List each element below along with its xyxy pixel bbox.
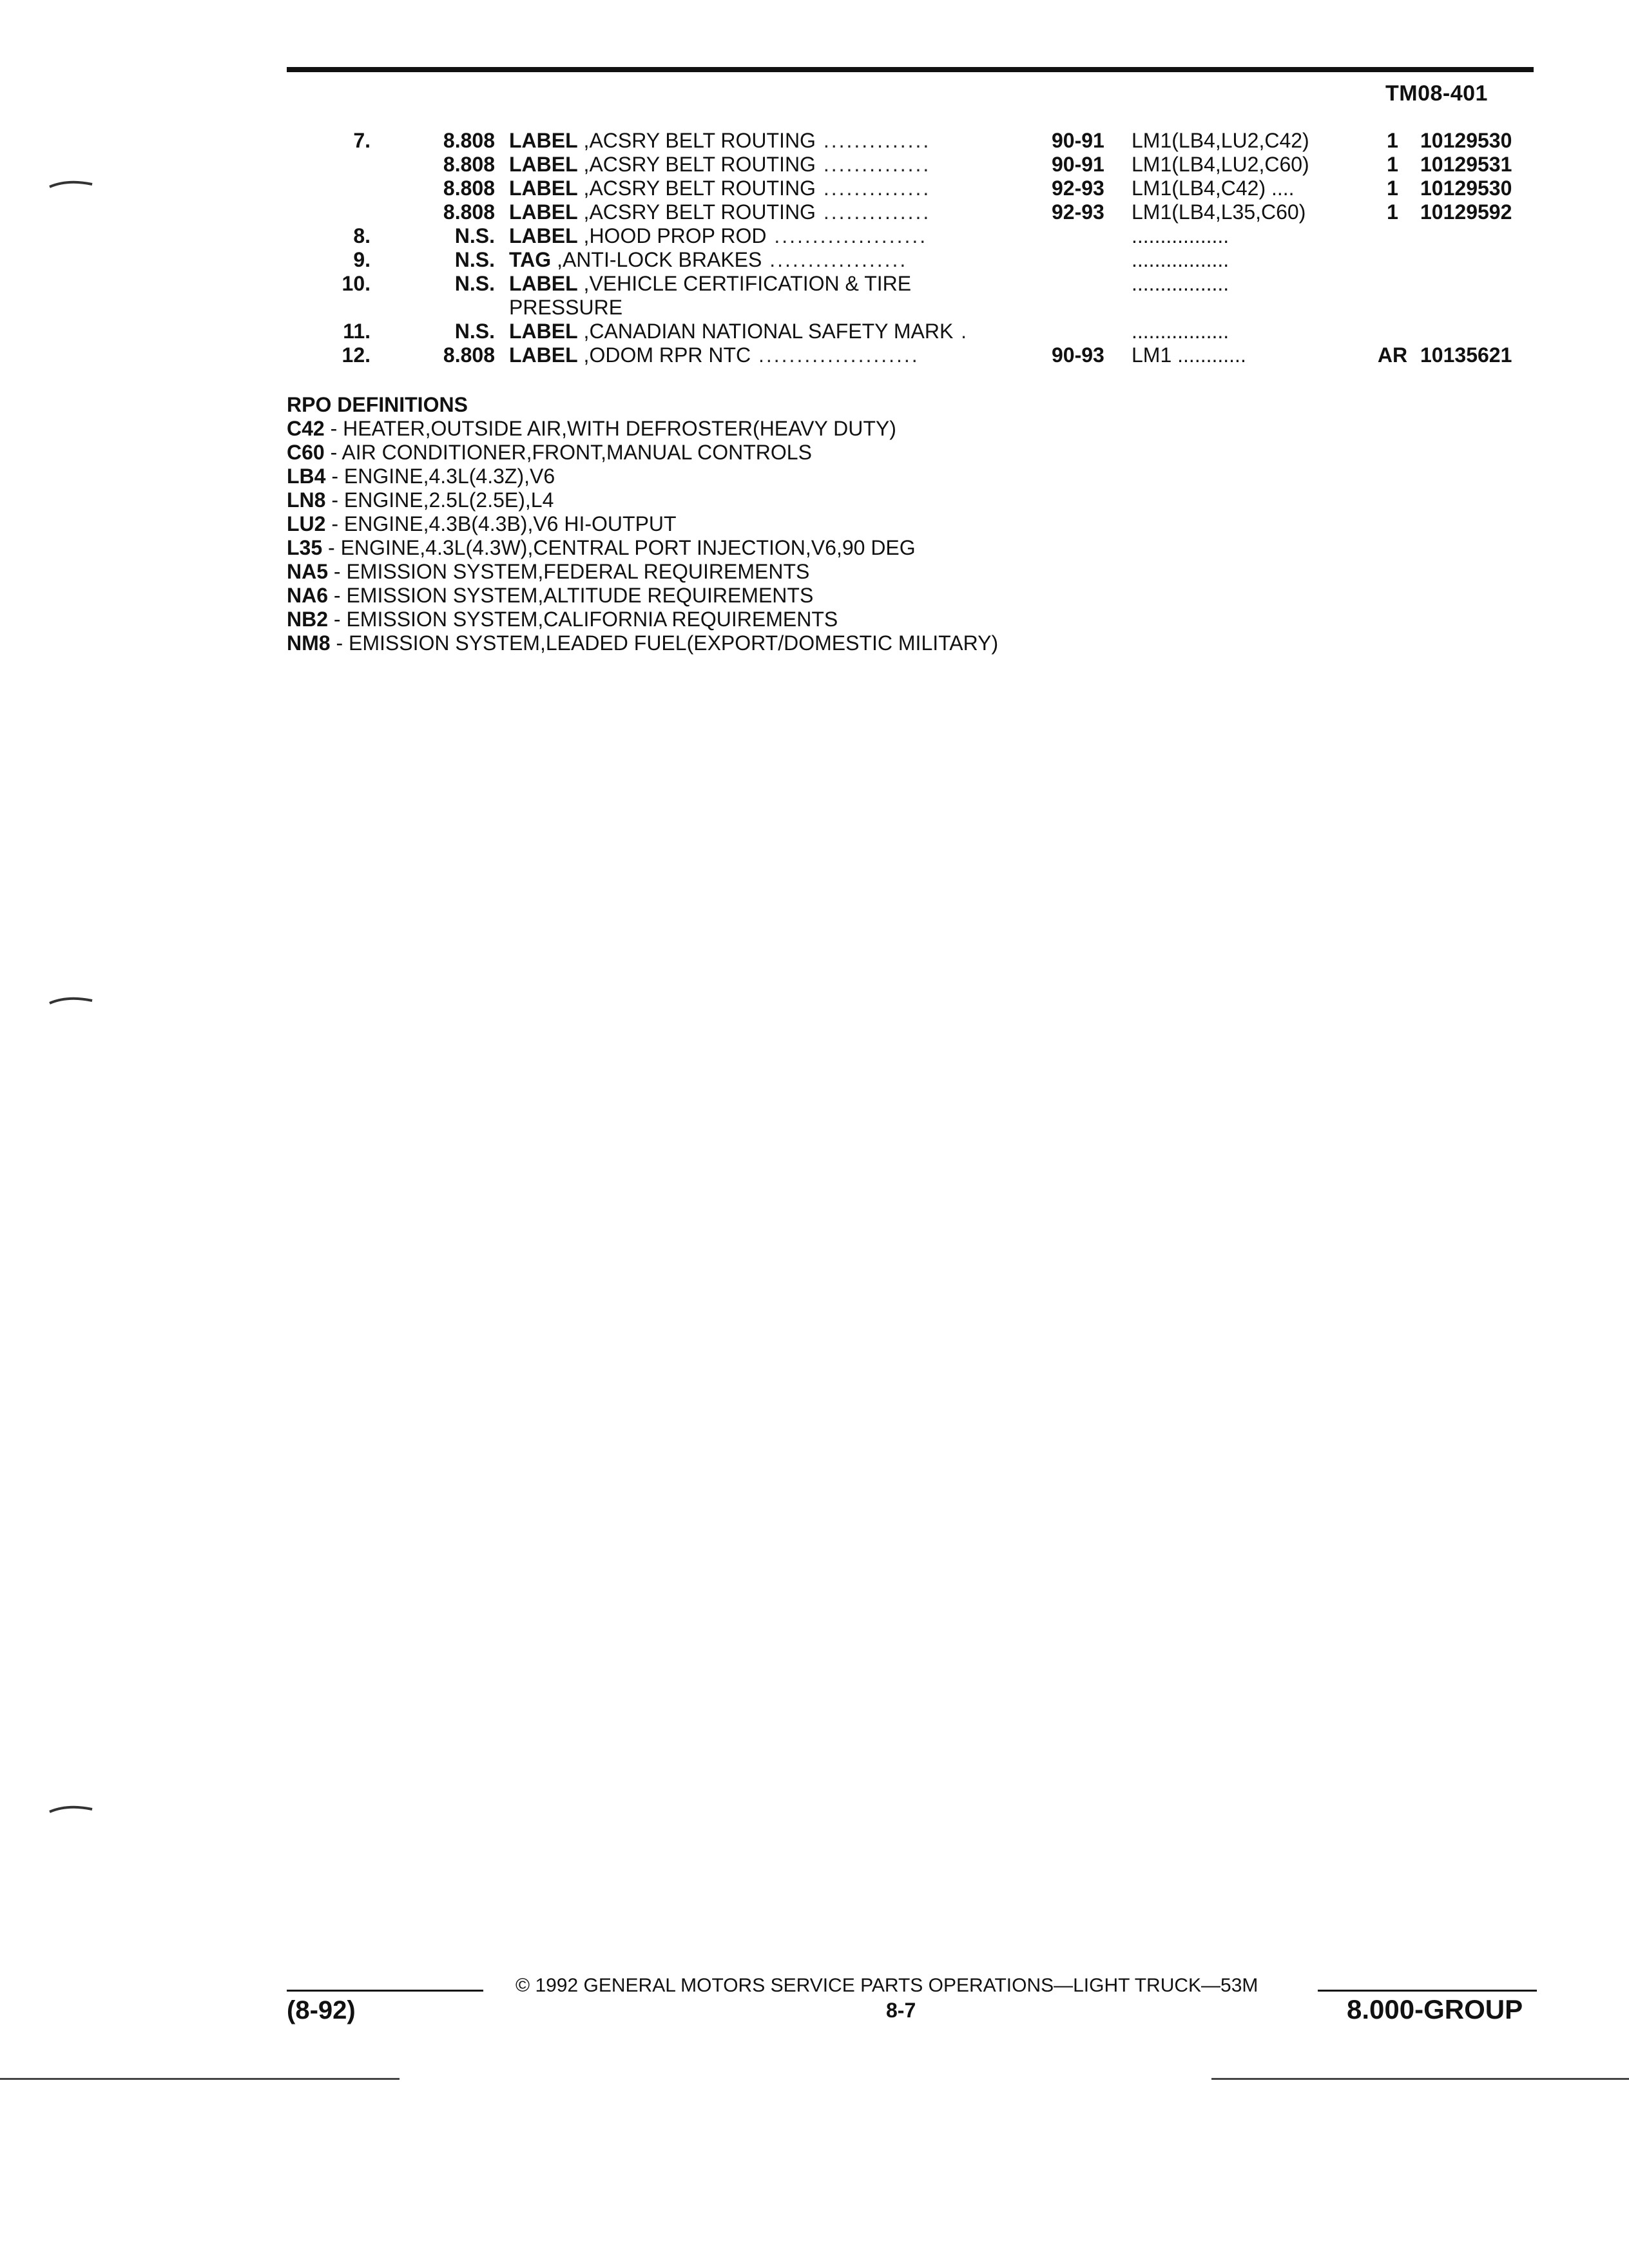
group-number	[371, 296, 495, 320]
rpo-definition: - ENGINE,2.5L(2.5E),L4	[325, 488, 554, 512]
item-number: 7.	[353, 129, 371, 152]
part-keyword: LABEL	[509, 200, 578, 224]
group-number: N.S.	[454, 224, 495, 247]
part-keyword: LABEL	[509, 129, 578, 152]
model-years	[1044, 296, 1124, 320]
group-number: 8.808	[443, 153, 495, 176]
model-usage: .................	[1132, 248, 1229, 271]
item-number: 12.	[342, 343, 371, 367]
quantity	[1370, 296, 1415, 320]
part-description	[495, 224, 1044, 248]
part-description	[495, 248, 1044, 272]
document-code: TM08-401	[1385, 81, 1488, 106]
part-number: 10129530	[1420, 177, 1512, 200]
item-number: 8.	[353, 224, 371, 247]
group-number: 8.808	[443, 343, 495, 367]
footer-rule-left	[287, 1990, 483, 1992]
part-description	[495, 343, 1044, 367]
binder-hole-mark	[48, 1804, 93, 1813]
quantity: 1	[1387, 177, 1398, 200]
rpo-entry	[287, 584, 998, 608]
model-years: 90-93	[1052, 343, 1104, 367]
part-detail: ,HOOD PROP ROD	[577, 224, 767, 247]
part-keyword: LABEL	[509, 177, 578, 200]
part-number	[1415, 248, 1543, 272]
rpo-code: C42	[287, 417, 325, 440]
rpo-code: NA5	[287, 560, 329, 583]
part-keyword: LABEL	[509, 272, 578, 295]
rpo-entry	[287, 560, 998, 584]
rpo-entry	[287, 441, 998, 465]
part-number: 10129592	[1420, 200, 1512, 224]
rpo-code: LU2	[287, 512, 326, 535]
part-detail: ,ODOM RPR NTC	[577, 343, 751, 367]
model-years	[1044, 320, 1124, 343]
model-years: 92-93	[1052, 200, 1104, 224]
rpo-definition: - ENGINE,4.3L(4.3Z),V6	[325, 465, 555, 488]
header-rule	[287, 67, 1534, 72]
rpo-code: NA6	[287, 584, 329, 607]
rpo-definition: - EMISSION SYSTEM,ALTITUDE REQUIREMENTS	[328, 584, 814, 607]
part-keyword: LABEL	[509, 320, 578, 343]
item-number	[287, 177, 371, 200]
parts-row	[287, 272, 1543, 296]
model-usage: LM1(LB4,L35,C60)	[1132, 200, 1306, 224]
item-number	[287, 153, 371, 177]
group-number: N.S.	[454, 248, 495, 271]
rpo-definition: - EMISSION SYSTEM,CALIFORNIA REQUIREMENTS	[328, 608, 838, 631]
rpo-entry	[287, 608, 998, 631]
part-keyword: LABEL	[509, 343, 578, 367]
rpo-code: L35	[287, 536, 323, 559]
model-usage: .................	[1132, 320, 1229, 343]
part-number	[1415, 272, 1543, 296]
part-keyword: TAG	[509, 248, 552, 271]
model-years	[1044, 272, 1124, 296]
parts-row	[287, 248, 1543, 272]
part-detail: ,CANADIAN NATIONAL SAFETY MARK	[577, 320, 954, 343]
rpo-entry	[287, 631, 998, 655]
part-keyword: LABEL	[509, 224, 578, 247]
rpo-definition: - HEATER,OUTSIDE AIR,WITH DEFROSTER(HEAVY DUTY)	[324, 417, 896, 440]
rpo-entry	[287, 417, 998, 441]
rpo-definition: - AIR CONDITIONER,FRONT,MANUAL CONTROLS	[324, 441, 812, 464]
part-number	[1415, 296, 1543, 320]
parts-row	[287, 224, 1543, 248]
part-detail: ,ANTI-LOCK BRAKES	[551, 248, 762, 271]
model-usage	[1124, 296, 1370, 320]
part-description	[495, 272, 1044, 296]
quantity: 1	[1387, 200, 1398, 224]
part-detail: ,ACSRY BELT ROUTING	[577, 177, 816, 200]
rpo-definition: - EMISSION SYSTEM,FEDERAL REQUIREMENTS	[328, 560, 810, 583]
item-number	[287, 296, 371, 320]
group-number: N.S.	[454, 272, 495, 295]
part-detail: PRESSURE	[509, 296, 623, 319]
part-number	[1415, 224, 1543, 248]
part-detail: ,ACSRY BELT ROUTING	[577, 129, 816, 152]
leader-dots: .....................	[751, 343, 920, 367]
rpo-definition: - ENGINE,4.3L(4.3W),CENTRAL PORT INJECTION,V6,90 DEG	[322, 536, 916, 559]
quantity: 1	[1387, 153, 1398, 176]
part-number	[1415, 320, 1543, 343]
quantity	[1370, 224, 1415, 248]
group-number: N.S.	[454, 320, 495, 343]
part-number: 10129530	[1420, 129, 1512, 152]
rpo-code: NB2	[287, 608, 329, 631]
model-usage: LM1(LB4,LU2,C60)	[1132, 153, 1309, 176]
rpo-list	[287, 417, 998, 655]
part-description	[495, 129, 1044, 153]
rpo-entry	[287, 465, 998, 488]
rpo-entry	[287, 512, 998, 536]
leader-dots: ..............	[815, 129, 931, 152]
part-detail: ,ACSRY BELT ROUTING	[577, 153, 816, 176]
leader-dots: ..................	[762, 248, 908, 271]
model-years: 90-91	[1052, 153, 1104, 176]
part-number: 10135621	[1420, 343, 1512, 367]
model-usage: LM1(LB4,C42) ....	[1132, 177, 1295, 200]
part-number: 10129531	[1420, 153, 1512, 176]
scan-edge-rule-left	[0, 2078, 400, 2080]
page-number: 8-7	[886, 1999, 916, 2022]
parts-row	[287, 177, 1543, 200]
model-years	[1044, 248, 1124, 272]
leader-dots: ..............	[815, 177, 931, 200]
copyright-notice: © 1992 GENERAL MOTORS SERVICE PARTS OPERATIONS—LIGHT TRUCK—53M	[516, 1975, 1258, 1996]
model-usage: LM1 ............	[1132, 343, 1246, 367]
quantity	[1370, 248, 1415, 272]
model-years: 92-93	[1052, 177, 1104, 200]
model-years: 90-91	[1052, 129, 1104, 152]
part-description	[495, 320, 1044, 343]
model-usage: LM1(LB4,LU2,C42)	[1132, 129, 1309, 152]
rpo-code: NM8	[287, 631, 331, 655]
rpo-code: C60	[287, 441, 325, 464]
item-number: 11.	[343, 320, 371, 343]
model-years	[1044, 224, 1124, 248]
binder-hole-mark	[48, 995, 93, 1004]
parts-row	[287, 320, 1543, 343]
group-number: 8.808	[443, 200, 495, 224]
item-number: 10.	[342, 272, 371, 295]
rpo-definitions	[287, 393, 998, 655]
rpo-definition: - EMISSION SYSTEM,LEADED FUEL(EXPORT/DOMESTIC MILITARY)	[330, 631, 999, 655]
quantity	[1370, 272, 1415, 296]
parts-table	[287, 129, 1543, 367]
quantity	[1370, 320, 1415, 343]
rpo-title: RPO DEFINITIONS	[287, 393, 468, 416]
rpo-code: LN8	[287, 488, 326, 512]
part-description	[495, 153, 1044, 177]
leader-dots: ..............	[815, 200, 931, 224]
part-description	[495, 177, 1044, 200]
part-description	[495, 200, 1044, 224]
parts-row	[287, 129, 1543, 153]
parts-row	[287, 343, 1543, 367]
rpo-definition: - ENGINE,4.3B(4.3B),V6 HI-OUTPUT	[325, 512, 677, 535]
part-description	[495, 296, 1044, 320]
scan-edge-rule-right	[1211, 2078, 1629, 2080]
group-label: 8.000-GROUP	[1347, 1994, 1523, 2024]
group-number: 8.808	[443, 177, 495, 200]
rpo-entry	[287, 488, 998, 512]
binder-hole-mark	[48, 179, 93, 188]
quantity: 1	[1387, 129, 1398, 152]
part-detail: ,ACSRY BELT ROUTING	[577, 200, 816, 224]
rpo-code: LB4	[287, 465, 326, 488]
leader-dots: .	[953, 320, 969, 343]
revision-date: (8-92)	[287, 1996, 356, 2024]
model-usage: .................	[1132, 272, 1229, 295]
parts-row	[287, 296, 1543, 320]
group-number: 8.808	[443, 129, 495, 152]
quantity: AR	[1377, 343, 1408, 367]
model-usage: .................	[1132, 224, 1229, 247]
leader-dots: ....................	[766, 224, 928, 247]
footer-rule-right	[1318, 1990, 1537, 1992]
rpo-entry	[287, 536, 998, 560]
parts-row	[287, 153, 1543, 177]
leader-dots: ..............	[815, 153, 931, 176]
item-number: 9.	[353, 248, 371, 271]
item-number	[287, 200, 371, 224]
part-detail: ,VEHICLE CERTIFICATION & TIRE	[577, 272, 912, 295]
parts-row	[287, 200, 1543, 224]
part-keyword: LABEL	[509, 153, 578, 176]
